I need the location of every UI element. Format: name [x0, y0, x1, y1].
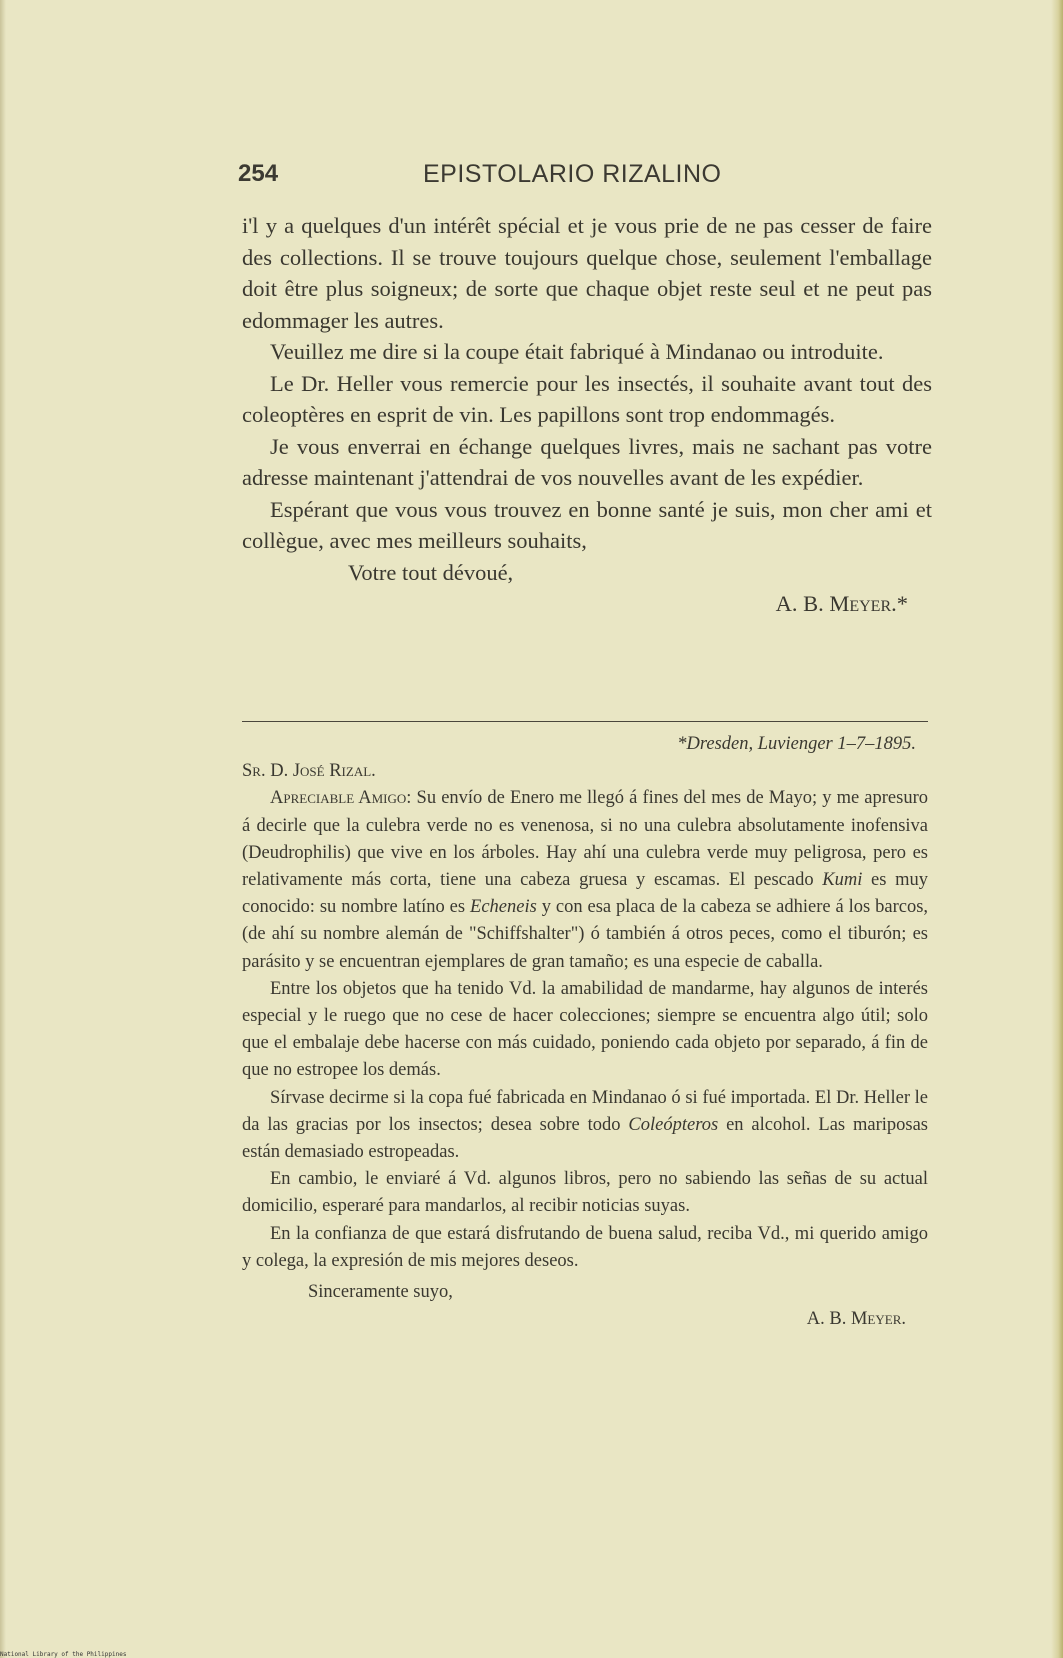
french-paragraph-5: Espérant que vous vous trouvez en bonne santé je suis, mon cher ami et collègue, avec mes meilleurs souhaits, [242, 496, 932, 553]
french-closing: Votre tout dévoué, [348, 559, 514, 585]
french-paragraph-4: Je vous enverrai en échange quelques livres, mais ne sachant pas votre adresse maintenant j'attendrai de vos nouvelles avant de les expédier. [242, 433, 932, 490]
spanish-addressee: Sr. D. José Rizal. [242, 761, 376, 782]
spanish-p1-kumi: Kumi [822, 870, 863, 891]
spanish-paragraph-1 [242, 785, 928, 975]
spanish-paragraph-2: Entre los objetos que ha tenido Vd. la amabilidad de mandarme, hay algunos de interés especial y le ruego que no cese de hacer colecciones; siempre se encuentra algo útil; solo que el embalaje debe hacerse con más cuidado, poniendo cada objeto por separado, á fin de que no estropee los demás. [242, 978, 928, 1081]
spanish-signature: A. B. Meyer. [806, 1309, 906, 1330]
french-paragraph-2: Veuillez me dire si la coupe était fabriqué à Mindanao ou introduite. [270, 339, 884, 364]
spanish-paragraph-5: En la confianza de que estará disfrutando de buena salud, reciba Vd., mi querido amigo y colega, la expresión de mis mejores deseos. [242, 1223, 928, 1271]
spanish-closing: Sinceramente suyo, [308, 1282, 453, 1303]
running-header [238, 160, 928, 194]
spanish-p1-text-a: Su envío de Enero me llegó á fines del mes de Mayo; y me apresuro á decirle que la culebra verde no es venenosa, si no una culebra absolutamente inofensiva (Deudrophilis) que vive en los árboles. Hay ahí una culebra verde muy peligrosa, pero es relativamente más corta, tiene una cabeza gruesa y escamas. El pescado [242, 788, 929, 891]
page-edge-left [0, 0, 6, 1658]
spanish-p3-text-a: Sírvase decirme si la copa fué fabricada en Mindanao ó si fué importada. El Dr. Heller le da las gracias por los insectos; desea sobre todo [242, 1087, 928, 1135]
spanish-p1-text-c: y con esa placa de la cabeza se adhiere á los barcos, (de ahí su nombre alemán de "Schiffshalter") ó también á otros peces, como el tiburón; es parásito y se encuentran ejemplares de gran tamaño; es una especie de caballa. [242, 897, 929, 972]
spanish-dateline: *Dresden, Luvienger 1–7–1895. [677, 734, 916, 754]
library-watermark: National Library of the Philippines [0, 1651, 127, 1658]
spanish-paragraph-4: En cambio, le enviaré á Vd. algunos libros, pero no sabiendo las señas de su actual domicilio, esperaré para mandarlos, al recibir noticias suyas. [242, 1169, 928, 1217]
spanish-p1-echeneis: Echeneis [470, 897, 537, 918]
running-title: EPISTOLARIO RIZALINO [423, 160, 722, 188]
spanish-paragraph-3 [242, 1085, 928, 1167]
french-paragraph-3: Le Dr. Heller vous remercie pour les insectés, il souhaite avant tout des coleoptères en esprit de vin. Les papillons sont trop endommagés. [242, 370, 932, 427]
spanish-p3-text-b: en alcohol. Las mariposas están demasiado estropeadas. [242, 1114, 929, 1163]
french-signature: A. B. Meyer.* [775, 591, 908, 616]
spanish-letter [242, 731, 928, 1333]
french-letter [242, 210, 932, 620]
page-number: 254 [238, 160, 279, 187]
french-paragraph-1: i'l y a quelques d'un intérêt spécial et je vous prie de ne pas cesser de faire des collections. Il se trouve toujours quelque chose, seulement l'emballage doit être plus soigneux; de sorte que chaque objet reste seul et ne peut pas edommager les autres. [242, 213, 932, 333]
footnote-divider [242, 721, 928, 722]
spanish-salutation: Apreciable Amigo: [270, 788, 412, 809]
page-edge-right [1051, 0, 1063, 1658]
spanish-p3-coleopteros: Coleópteros [628, 1114, 719, 1135]
spanish-p1-text-b: es muy conocido: su nombre latíno es [242, 870, 928, 918]
